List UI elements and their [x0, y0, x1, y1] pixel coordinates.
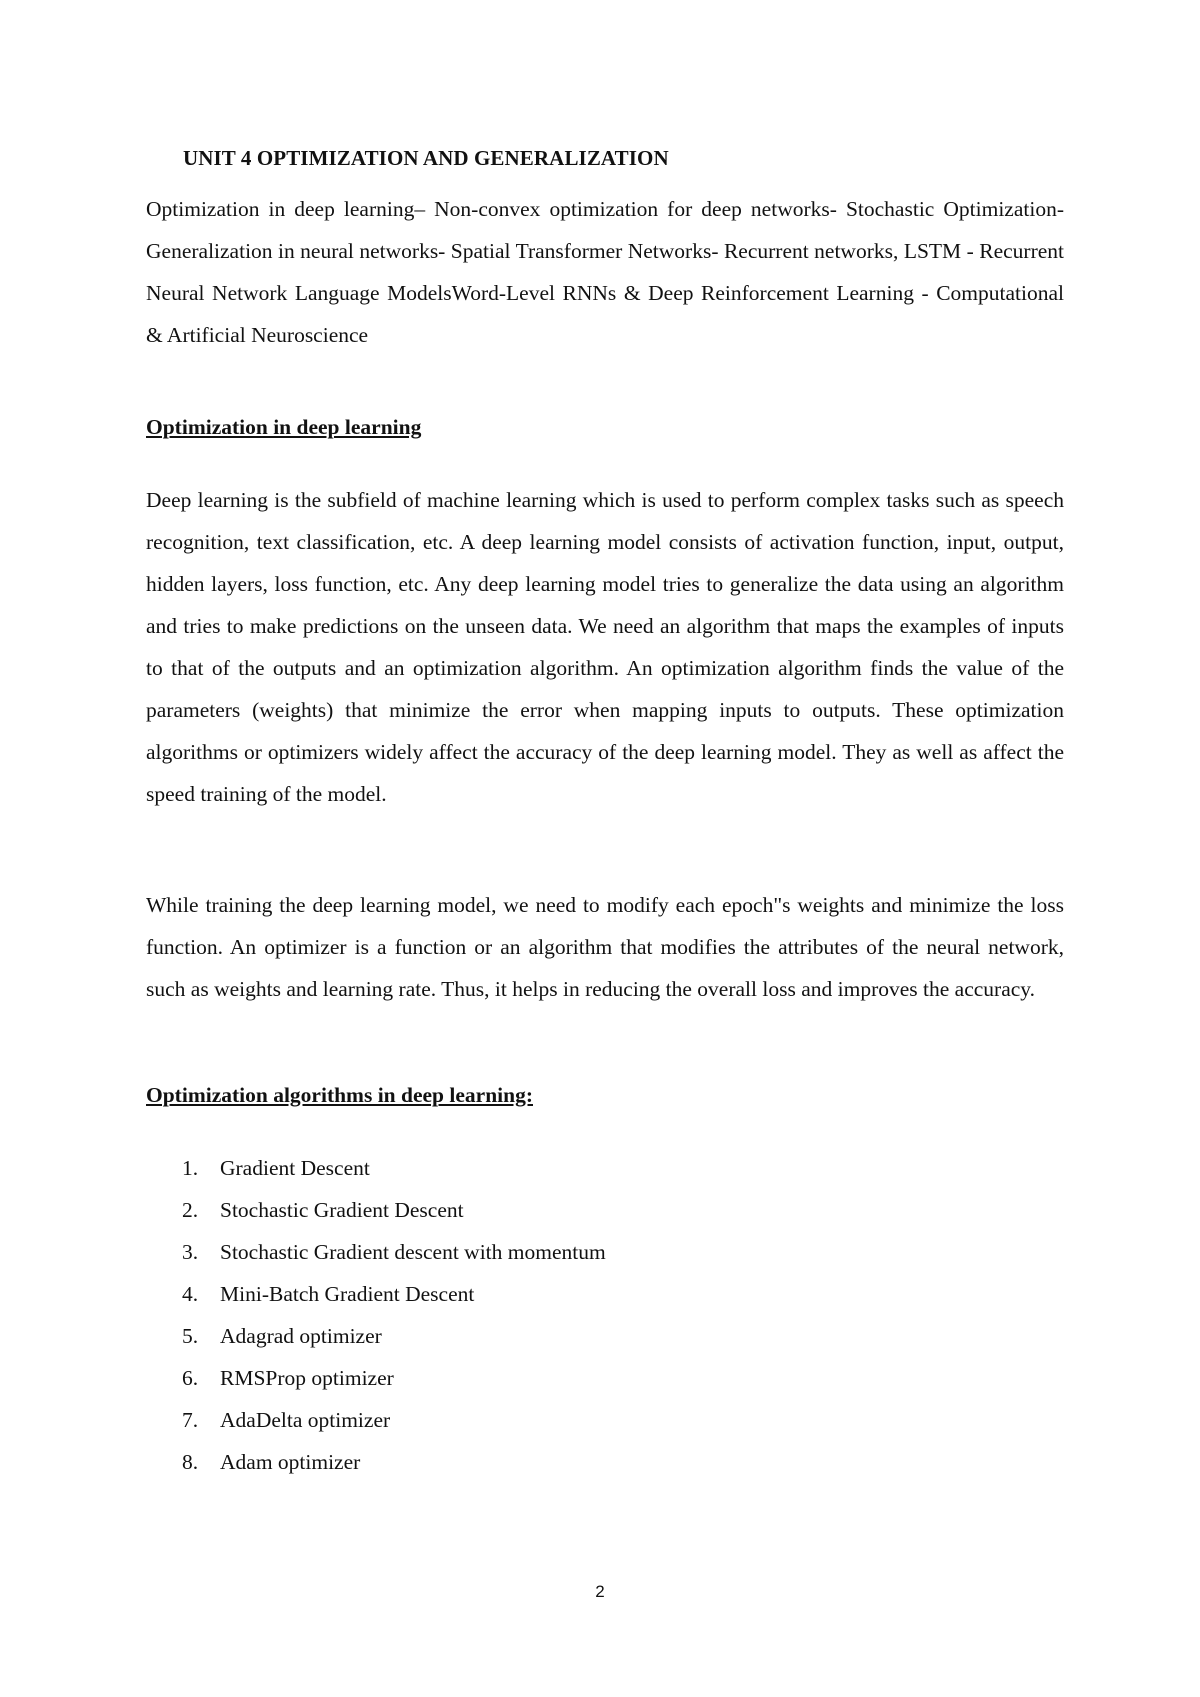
list-item-label: Gradient Descent: [220, 1156, 370, 1180]
list-item-number: 4.: [182, 1282, 199, 1306]
list-item-number: 8.: [182, 1450, 199, 1474]
algorithms-list-heading: Optimization algorithms in deep learning:: [146, 1083, 533, 1107]
intro-paragraph: Deep learning is the subfield of machine learning which is used to perform complex tasks such as speech recognition, text classification, etc. A deep learning model consists of activation function, input, output, hidden layers, loss function, etc. Any deep learning model tries to generalize the data using an algorithm and tries to make predictions on the unseen data. We need an algorithm that maps the examples of inputs to that of the outputs and an optimization algorithm. An optimization algorithm finds the value of the parameters (weights) that minimize the error when mapping inputs to outputs. These optimization algorithms or optimizers widely affect the accuracy of the deep learning model. They as well as affect the speed training of the model.: [146, 488, 1064, 806]
list-item-label: Adagrad optimizer: [220, 1324, 382, 1348]
list-item-label: Stochastic Gradient descent with momentum: [220, 1240, 606, 1264]
list-item-number: 5.: [182, 1324, 199, 1348]
list-item-label: Stochastic Gradient Descent: [220, 1198, 464, 1222]
optimizer-paragraph: While training the deep learning model, we need to modify each epoch"s weights and minimize the loss function. An optimizer is a function or an algorithm that modifies the attributes of the neural network, such as weights and learning rate. Thus, it helps in reducing the overall loss and improves the accuracy.: [146, 893, 1064, 1001]
list-item-number: 7.: [182, 1408, 199, 1432]
unit-title: UNIT 4 OPTIMIZATION AND GENERALIZATION: [183, 146, 669, 170]
list-item-label: AdaDelta optimizer: [220, 1408, 391, 1432]
syllabus-paragraph: Optimization in deep learning– Non-convex optimization for deep networks- Stochastic Optimization- Generalization in neural networks- Spatial Transformer Networks- Recurrent networks, LSTM - Recurrent Neural Network Language ModelsWord-Level RNNs & Deep Reinforcement Learning - Computational & Artificial Neuroscience: [146, 197, 1064, 347]
page-number: 2: [595, 1582, 605, 1601]
list-item-label: RMSProp optimizer: [220, 1366, 394, 1390]
list-item-label: Mini-Batch Gradient Descent: [220, 1282, 475, 1306]
list-item-number: 1.: [182, 1156, 199, 1180]
list-item-label: Adam optimizer: [220, 1450, 361, 1474]
list-item-number: 3.: [182, 1240, 199, 1264]
list-item-number: 2.: [182, 1198, 199, 1222]
list-item-number: 6.: [182, 1366, 199, 1390]
section-heading: Optimization in deep learning: [146, 415, 422, 439]
